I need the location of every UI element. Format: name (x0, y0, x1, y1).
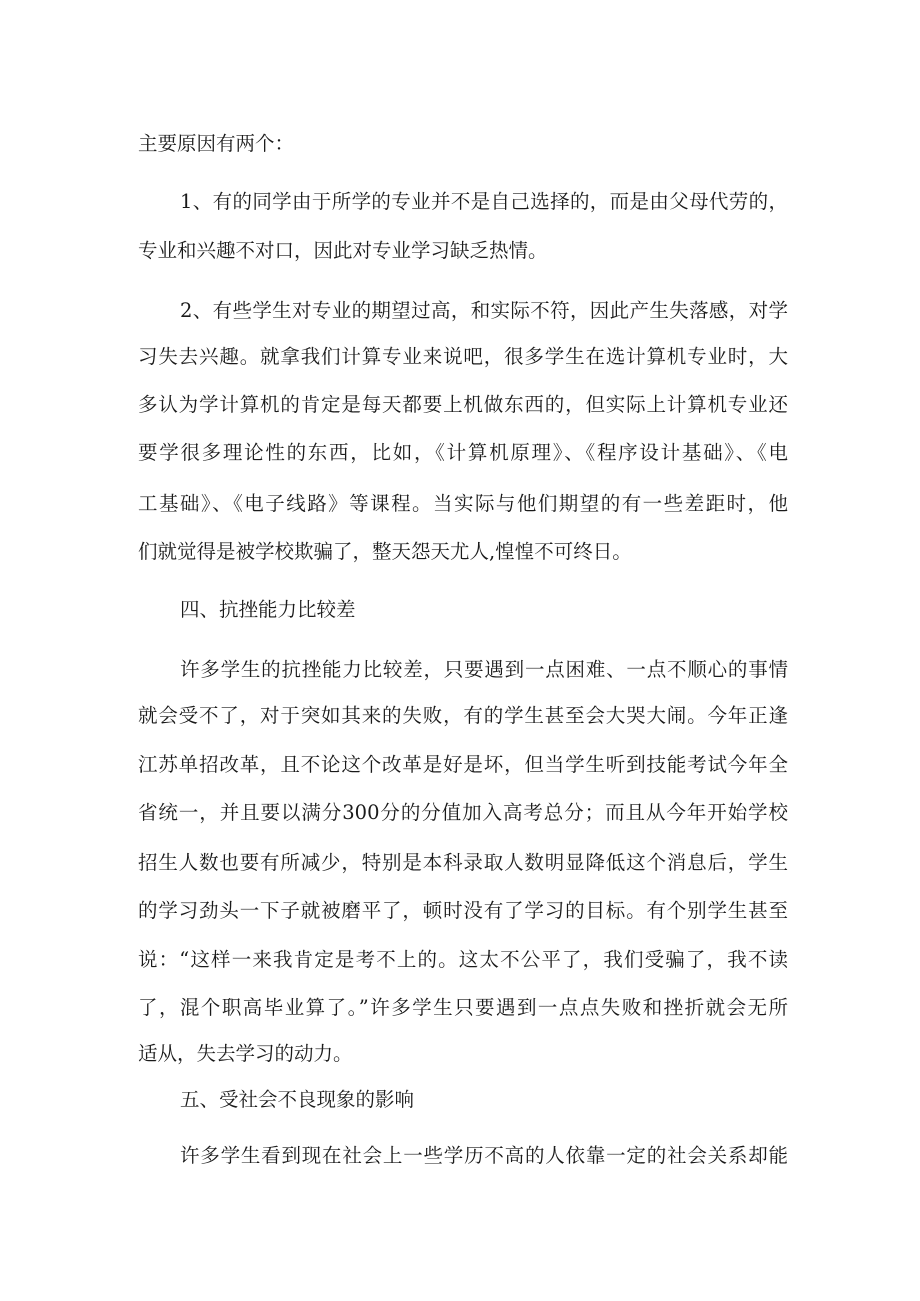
text-line: 招生人数也要有所减少，特别是本科录取人数明显降低这个消息后，学生 (138, 851, 788, 874)
text-line: 江苏单招改革，且不论这个改革是好是坏，但当学生听到技能考试今年全 (138, 753, 788, 776)
text-line: 专业和兴趣不对口，因此对专业学习缺乏热情。 (138, 239, 548, 262)
text-line: 多认为学计算机的肯定是每天都要上机做东西的，但实际上计算机专业还 (138, 393, 788, 416)
text-line: 1、有的同学由于所学的专业并不是自己选择的，而是由父母代劳的， (180, 190, 788, 213)
text-line: 说：“这样一来我肯定是考不上的。这太不公平了，我们受骗了，我不读 (138, 948, 788, 971)
section-heading-5: 五、受社会不良现象的影响 (180, 1088, 415, 1111)
text-line: 了，混个职高毕业算了。”许多学生只要遇到一点点失败和挫折就会无所 (138, 996, 788, 1019)
text-line: 省统一，并且要以满分300分的分值加入高考总分；而且从今年开始学校 (138, 801, 788, 824)
text-line: 工基础》、《电子线路》等课程。当实际与他们期望的有一些差距时，他 (138, 492, 788, 515)
text-line: 就会受不了，对于突如其来的失败，有的学生甚至会大哭大闹。今年正逢 (138, 704, 788, 727)
text-line: 习失去兴趣。就拿我们计算专业来说吧，很多学生在选计算机专业时，大 (138, 345, 788, 368)
text-line: 许多学生的抗挫能力比较差，只要遇到一点困难、一点不顺心的事情 (180, 658, 788, 681)
text-line: 的学习劲头一下子就被磨平了，顿时没有了学习的目标。有个别学生甚至 (138, 899, 788, 922)
text-line-intro: 主要原因有两个： (138, 132, 295, 155)
text-line: 适从，失去学习的动力。 (138, 1042, 353, 1065)
text-line: 要学很多理论性的东西，比如，《计算机原理》、《程序设计基础》、《电 (138, 441, 788, 464)
text-line: 2、有些学生对专业的期望过高，和实际不符，因此产生失落感，对学 (180, 299, 788, 322)
text-line: 们就觉得是被学校欺骗了，整天怨天尤人,惶惶不可终日。 (138, 540, 632, 563)
section-heading-4: 四、抗挫能力比较差 (180, 598, 356, 621)
text-line: 许多学生看到现在社会上一些学历不高的人依靠一定的社会关系却能 (180, 1144, 788, 1167)
